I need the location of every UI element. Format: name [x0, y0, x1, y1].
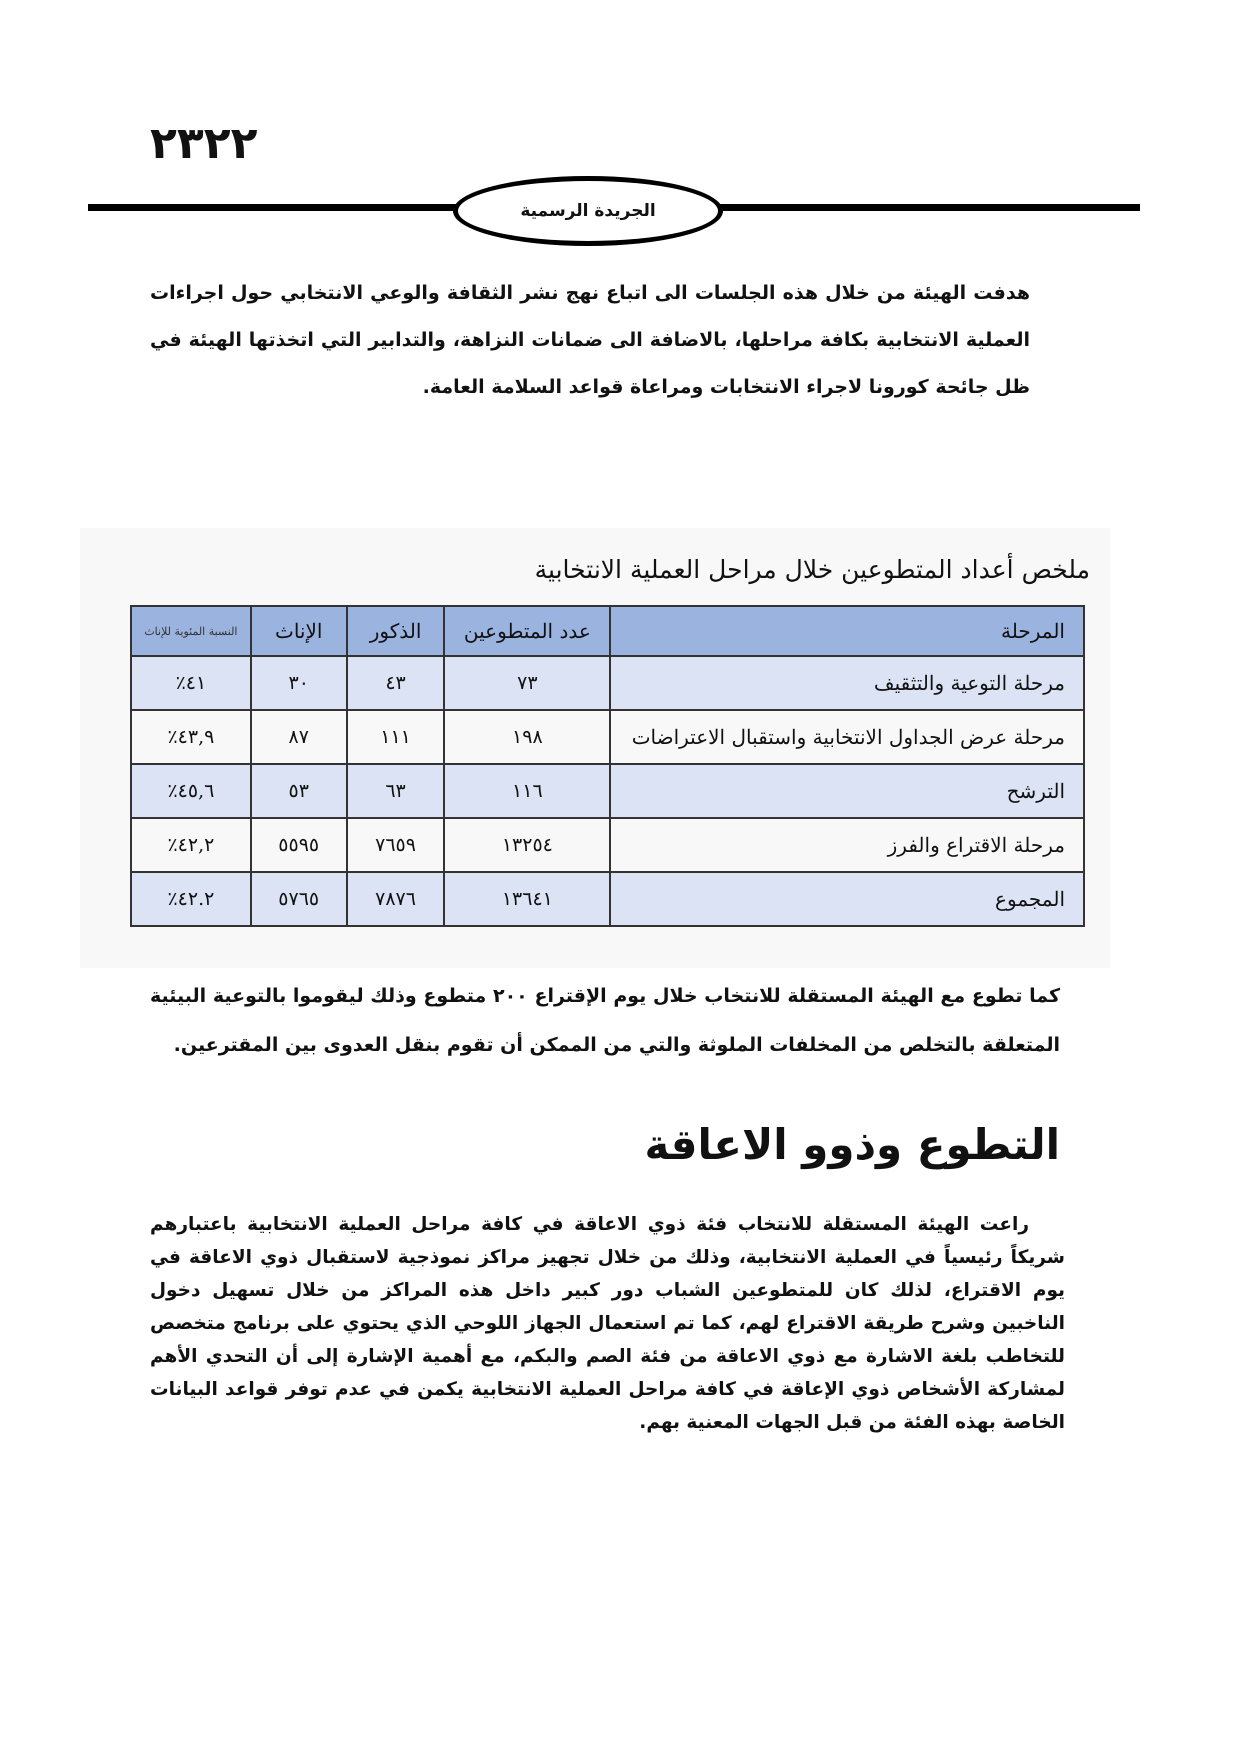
header-males: الذكور [347, 606, 445, 656]
header-volunteers: عدد المتطوعين [444, 606, 610, 656]
cell-female-pct: ٤٢.٢٪ [131, 872, 251, 926]
cell-females: ٥٧٦٥ [251, 872, 347, 926]
table-title: ملخص أعداد المتطوعين خلال مراحل العملية الانتخابية [534, 555, 1090, 584]
cell-female-pct: ٤٥,٦٪ [131, 764, 251, 818]
cell-males: ٤٣ [347, 656, 445, 710]
gazette-title-oval [453, 176, 723, 246]
table-header-row [131, 606, 1084, 656]
cell-females: ٥٥٩٥ [251, 818, 347, 872]
disability-paragraph-block [150, 1208, 1065, 1439]
cell-males: ١١١ [347, 710, 445, 764]
gazette-title: الجريدة الرسمية [520, 201, 656, 221]
cell-volunteers: ١٩٨ [444, 710, 610, 764]
cell-female-pct: ٤٢,٢٪ [131, 818, 251, 872]
cell-males: ٧٨٧٦ [347, 872, 445, 926]
section-heading: التطوع وذوو الاعاقة [644, 1120, 1060, 1169]
cell-females: ٣٠ [251, 656, 347, 710]
cell-females: ٥٣ [251, 764, 347, 818]
table-row [131, 818, 1084, 872]
table-row [131, 710, 1084, 764]
cell-volunteers: ٧٣ [444, 656, 610, 710]
cell-males: ٦٣ [347, 764, 445, 818]
table-row [131, 764, 1084, 818]
cell-volunteers: ١٣٦٤١ [444, 872, 610, 926]
cell-stage: المجموع [610, 872, 1084, 926]
volunteer-paragraph: كما تطوع مع الهيئة المستقلة للانتخاب خلال يوم الإقتراع ٢٠٠ متطوع وذلك ليقوموا بالتوعية البيئية المتعلقة بالتخلص من المخلفات الملوثة والتي من الممكن أن تقوم بنقل العدوى بين المقترعين. [150, 985, 1060, 1056]
header-female-pct: النسبة المئوية للإناث [131, 606, 251, 656]
cell-stage: مرحلة الاقتراع والفرز [610, 818, 1084, 872]
table-total-row [131, 872, 1084, 926]
table-row [131, 656, 1084, 710]
header-stage: المرحلة [610, 606, 1084, 656]
page-number: ٢٣٢٢ [150, 118, 258, 169]
cell-volunteers: ١٣٢٥٤ [444, 818, 610, 872]
cell-volunteers: ١١٦ [444, 764, 610, 818]
cell-females: ٨٧ [251, 710, 347, 764]
cell-stage: مرحلة التوعية والتثقيف [610, 656, 1084, 710]
cell-stage: مرحلة عرض الجداول الانتخابية واستقبال الاعتراضات [610, 710, 1084, 764]
cell-female-pct: ٤٣,٩٪ [131, 710, 251, 764]
header-females: الإناث [251, 606, 347, 656]
cell-female-pct: ٤١٪ [131, 656, 251, 710]
volunteers-table [130, 605, 1085, 927]
cell-males: ٧٦٥٩ [347, 818, 445, 872]
cell-stage: الترشح [610, 764, 1084, 818]
disability-paragraph: راعت الهيئة المستقلة للانتخاب فئة ذوي الاعاقة في كافة مراحل العملية الانتخابية باعتبارهم شريكاً رئيسياً في العملية الانتخابية، وذلك من خلال تجهيز مراكز نموذجية لاستقبال ذوي الاعاقة في يوم الاقتراع، لذلك كان للمتطوعين الشباب دور كبير داخل هذه المراكز من خلال تسهيل دخول الناخبين وشرح طريقة الاقتراع لهم، كما تم استعمال الجهاز اللوحي الذي يحتوي على برنامج متخصص للتخاطب بلغة الاشارة مع ذوي الاعاقة من فئة الصم والبكم، مع أهمية الإشارة إلى أن التحدي الأهم لمشاركة الأشخاص ذوي الإعاقة في كافة مراحل العملية الانتخابية يكمن في عدم توفر قواعد البيانات الخاصة بهذه الفئة من قبل الجهات المعنية بهم. [150, 1214, 1065, 1433]
intro-paragraph: هدفت الهيئة من خلال هذه الجلسات الى اتباع نهج نشر الثقافة والوعي الانتخابي حول اجراءات العملية الانتخابية بكافة مراحلها، بالاضافة الى ضمانات النزاهة، والتدابير التي اتخذتها الهيئة في ظل جائحة كورونا لاجراء الانتخابات ومراعاة قواعد السلامة العامة. [150, 282, 1030, 398]
